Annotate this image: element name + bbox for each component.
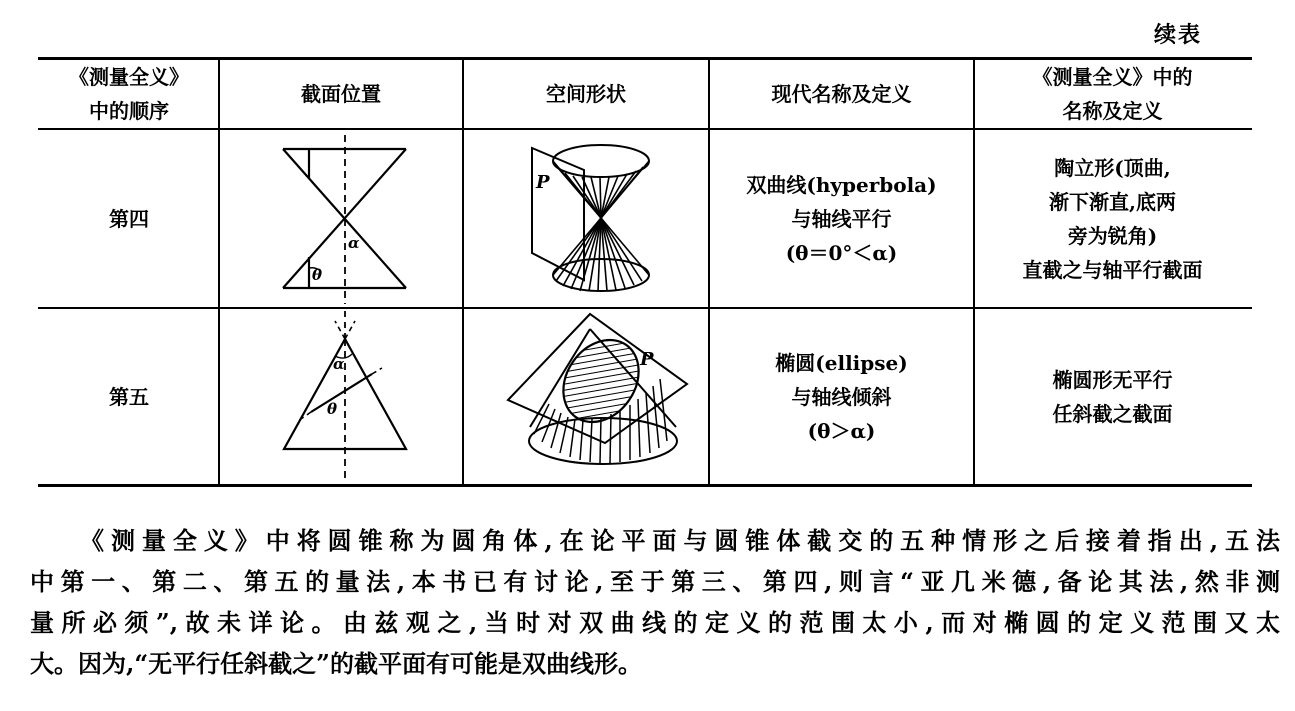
theta-angle-label: θ <box>312 266 323 284</box>
alpha-angle-label: α <box>348 234 360 252</box>
header-order: 《测量全义》 中的顺序 <box>69 65 189 123</box>
paragraph-line: 量所必须”,故未详论。由兹观之,当时对双曲线的定义的范围太小,而对椭圆的定义范围又太 <box>30 608 1280 637</box>
plane-p-label: P <box>640 349 654 370</box>
row-modern-definition: 双曲线(hyperbola) 与轴线平行 (θ＝0°＜α) <box>746 172 937 265</box>
row-order-label: 第四 <box>109 206 149 231</box>
paragraph-line: 《测量全义》中将圆锥称为圆角体,在论平面与圆锥体截交的五种情形之后接着指出,五法 <box>80 526 1280 555</box>
header-space-shape: 空间形状 <box>546 82 626 106</box>
paragraph-line: 中第一、第二、第五的量法,本书已有讨论,至于第三、第四,则言“亚几米德,备论其法,然非测 <box>30 567 1280 596</box>
theta-angle-label: θ <box>327 400 338 418</box>
hyperbola-space-figure <box>464 130 708 307</box>
body-paragraph <box>30 520 1280 684</box>
row-original-definition: 椭圆形无平行 任斜截之截面 <box>1052 367 1173 426</box>
row-modern-definition: 椭圆(ellipse) 与轴线倾斜 (θ＞α) <box>775 350 908 443</box>
hyperbola-section-figure <box>220 130 462 307</box>
header-section-position: 截面位置 <box>301 82 381 106</box>
alpha-angle-label: α <box>333 355 345 373</box>
continued-table-label: 续表 <box>1154 22 1203 48</box>
row-original-definition: 陶立形(顶曲, 渐下渐直,底两 旁为锐角) 直截之与轴平行截面 <box>1022 155 1203 282</box>
ellipse-space-figure <box>464 309 708 484</box>
paragraph-line: 大。因为,“无平行任斜截之”的截平面有可能是双曲线形。 <box>30 649 642 678</box>
plane-p-label: P <box>536 172 550 193</box>
header-original-name: 《测量全义》中的 名称及定义 <box>1032 65 1193 123</box>
header-modern-name: 现代名称及定义 <box>771 82 912 106</box>
table-bottom-rule <box>38 484 1252 487</box>
ellipse-section-figure <box>220 309 462 484</box>
row-order-label: 第五 <box>109 384 149 409</box>
